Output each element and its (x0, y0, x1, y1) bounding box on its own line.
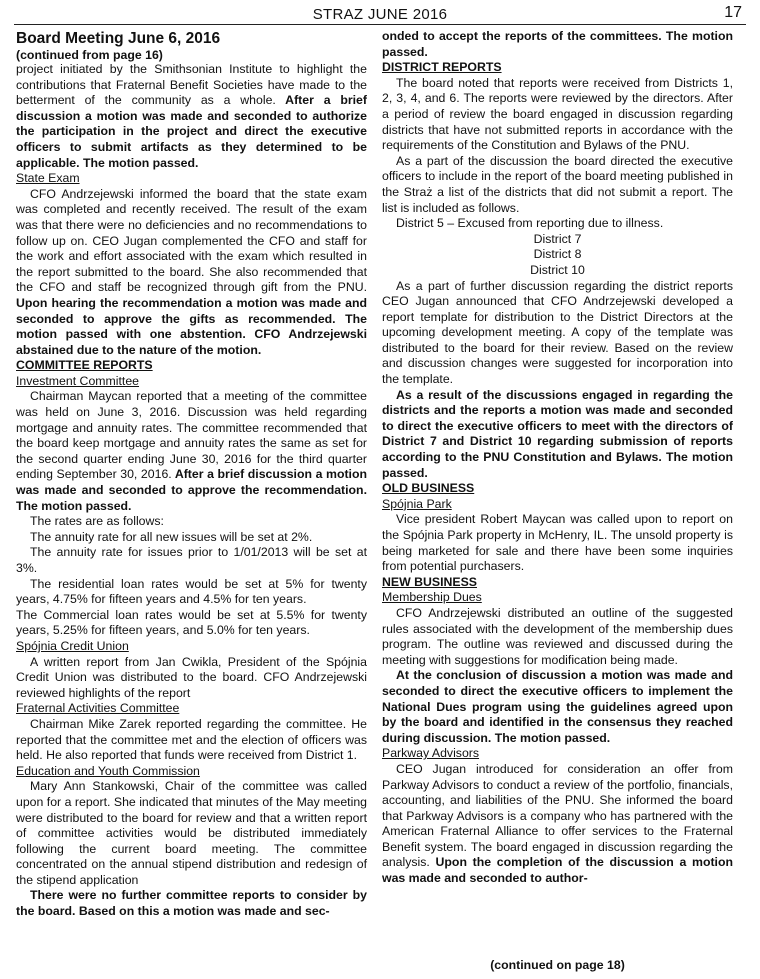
district-line: District 10 (530, 262, 585, 277)
subheading-spojnia-park: Spójnia Park (382, 496, 452, 511)
paragraph: As a part of the discussion the board directed the executive officers to include in the report of the board meeting published in the Straż a list of the districts that did not submit a report. The list is included as follows. (382, 153, 733, 215)
paragraph: Chairman Mike Zarek reported regarding the committee. He reported that the committee met and the election of officers was held. He also reported that funds were received from District 1. (16, 716, 367, 763)
heading-new-business: NEW BUSINESS (382, 574, 477, 589)
district-line: District 8 (533, 247, 582, 262)
paragraph (16, 187, 367, 359)
paragraph: CFO Andrzejewski distributed an outline of the suggested rules associated with the development of the membership dues program. The outline was reviewed and discussed during the meeting with suggestions for modification being made. (382, 605, 733, 667)
section-title: Board Meeting June 6, 2016 (16, 30, 221, 47)
rate-line: The residential loan rates would be set at 5% for twenty years, 4.75% for fifteen years and 4.5% for ten years. (16, 576, 367, 607)
paragraph: Mary Ann Stankowski, Chair of the committee was called upon for a report. She indicated that minutes of the May meeting were distributed to the board for review and that a written report of committee activities would be distributed immediately following the current board meeting. The committee concentrated on the annual stipend distribution and redesign of the stipend application (16, 779, 367, 887)
rate-line: The annuity rate for issues prior to 1/01/2013 will be set at 3%. (16, 545, 367, 575)
subheading-education-youth: Education and Youth Commission (16, 763, 200, 778)
paragraph-text: CFO Andrzejewski informed the board that the state exam was completed and recently received. The result of the exam was that there were no deficiencies and no recommendations to follow up on. CEO Jugan complemented the CFO and staff for the work and effort associated with the exam which resulted in the report submitted to the board. She also recommended that the CFO and staff be recognized through gift from the PNU. (16, 186, 367, 295)
paragraph-text: CEO Jugan introduced for consideration an offer from Parkway Advisors to conduct a review of the portfolio, financials, accounting, and liabilities of the PNU. She informed the board that Parkway Advisors is a company who has partnered with the American Fraternal Alliance to offer services to the Fraternal Benefit system. The board engaged in discussion regarding the analysis. (382, 761, 733, 870)
motion-text: As a result of the discussions engaged in regarding the districts and the reports a motion was made and seconded to direct the executive officers to meet with the directors of District 7 and District 10 regarding submission of reports according to the PNU Constitution and Bylaws. The motion passed. (382, 387, 733, 480)
heading-committee-reports: COMMITTEE REPORTS (16, 358, 153, 373)
paragraph: Vice president Robert Maycan was called upon to report on the Spójnia Park property in McHenry, IL. The unsold property is being marketed for sale and there have been some inquiries from potential purchasers. (382, 512, 733, 574)
paragraph (16, 62, 367, 171)
rates-intro: The rates are as follows: (30, 514, 164, 529)
rate-line: The annuity rate for all new issues will be set at 2%. (30, 529, 313, 544)
subheading-state-exam: State Exam (16, 171, 80, 186)
paragraph (382, 762, 733, 887)
paragraph: As a part of further discussion regarding the district reports CEO Jugan announced that CFO Andrzejewski developed a report template for distribution to the District Directors at the upcoming development meeting. A copy of the template was distributed to the board for their review. Based on the review and discussion changes were suggested for incorporation into the template. (382, 278, 733, 387)
page-number: 17 (724, 4, 742, 21)
motion-text: Upon hearing the recommendation a motion was made and seconded to approve the gifts as recommended. The motion passed with one abstention. CFO Andrzejewski abstained due to the nature of the motion. (16, 295, 367, 357)
rate-line: The Commercial loan rates would be set at 5.5% for twenty years, 5.25% for fifteen years, and 5.0% for ten years. (16, 607, 367, 638)
heading-old-business: OLD BUSINESS (382, 481, 475, 496)
page-header (14, 2, 746, 25)
subheading-parkway-advisors: Parkway Advisors (382, 746, 480, 761)
subheading-credit-union: Spójnia Credit Union (16, 638, 129, 653)
district-line: District 5 – Excused from reporting due to illness. (396, 216, 664, 231)
paragraph-text: project initiated by the Smithsonian Institute to highlight the contributions that Fraternal Benefit Societies have made to the betterment of the community as a whole. (16, 62, 367, 108)
right-column (382, 29, 733, 887)
continued-from: (continued from page 16) (16, 48, 163, 62)
motion-text: onded to accept the reports of the committees. The motion passed. (382, 29, 733, 59)
subheading-fraternal-activities: Fraternal Activities Committee (16, 701, 180, 716)
motion-text: After a brief discussion a motion was made and seconded to authorize the participation in the project and direct the executive officers to submit artifacts as they determined to be applicable. The motion passed. (16, 93, 367, 170)
publication-title: STRAZ JUNE 2016 (312, 6, 448, 23)
heading-district-reports: DISTRICT REPORTS (382, 60, 502, 75)
paragraph-text: Chairman Maycan reported that a meeting of the committee was held on June 3, 2016. Discussion was held regarding mortgage and annuity rates. The committee recommended that the board keep mortgage and annuity rates the same as set for the second quarter ending June 30, 2016 for the third quarter ending September 30, 2016. (16, 389, 367, 482)
paragraph (16, 389, 367, 514)
continued-on: (continued on page 18) (490, 958, 625, 972)
left-column (16, 29, 367, 920)
motion-text: Upon the completion of the discussion a motion was made and seconded to author- (382, 855, 733, 886)
subheading-membership-dues: Membership Dues (382, 590, 482, 605)
motion-text: There were no further committee reports to consider by the board. Based on this a motion was made and sec- (16, 888, 367, 919)
paragraph: A written report from Jan Cwikla, President of the Spójnia Credit Union was distributed to the board. CFO Andrzejewski reviewed highlights of the report (16, 654, 367, 700)
motion-text: At the conclusion of discussion a motion was made and seconded to direct the executive officers to implement the National Dues program using the guidelines agreed upon by the board and identified in the consensus they reached during discussion. The motion passed. (382, 668, 733, 745)
motion-text: After a brief discussion a motion was made and seconded to approve the recommendation. The motion passed. (16, 467, 367, 513)
paragraph: The board noted that reports were received from Districts 1, 2, 3, 4, and 6. The reports were reviewed by the directors. After a period of review the board engaged in discussion regarding districts that have not submitted reports in accordance with the requirements of the Constitution and Bylaws of the PNU. (382, 75, 733, 153)
district-line: District 7 (533, 231, 582, 246)
subheading-investment-committee: Investment Committee (16, 373, 140, 388)
